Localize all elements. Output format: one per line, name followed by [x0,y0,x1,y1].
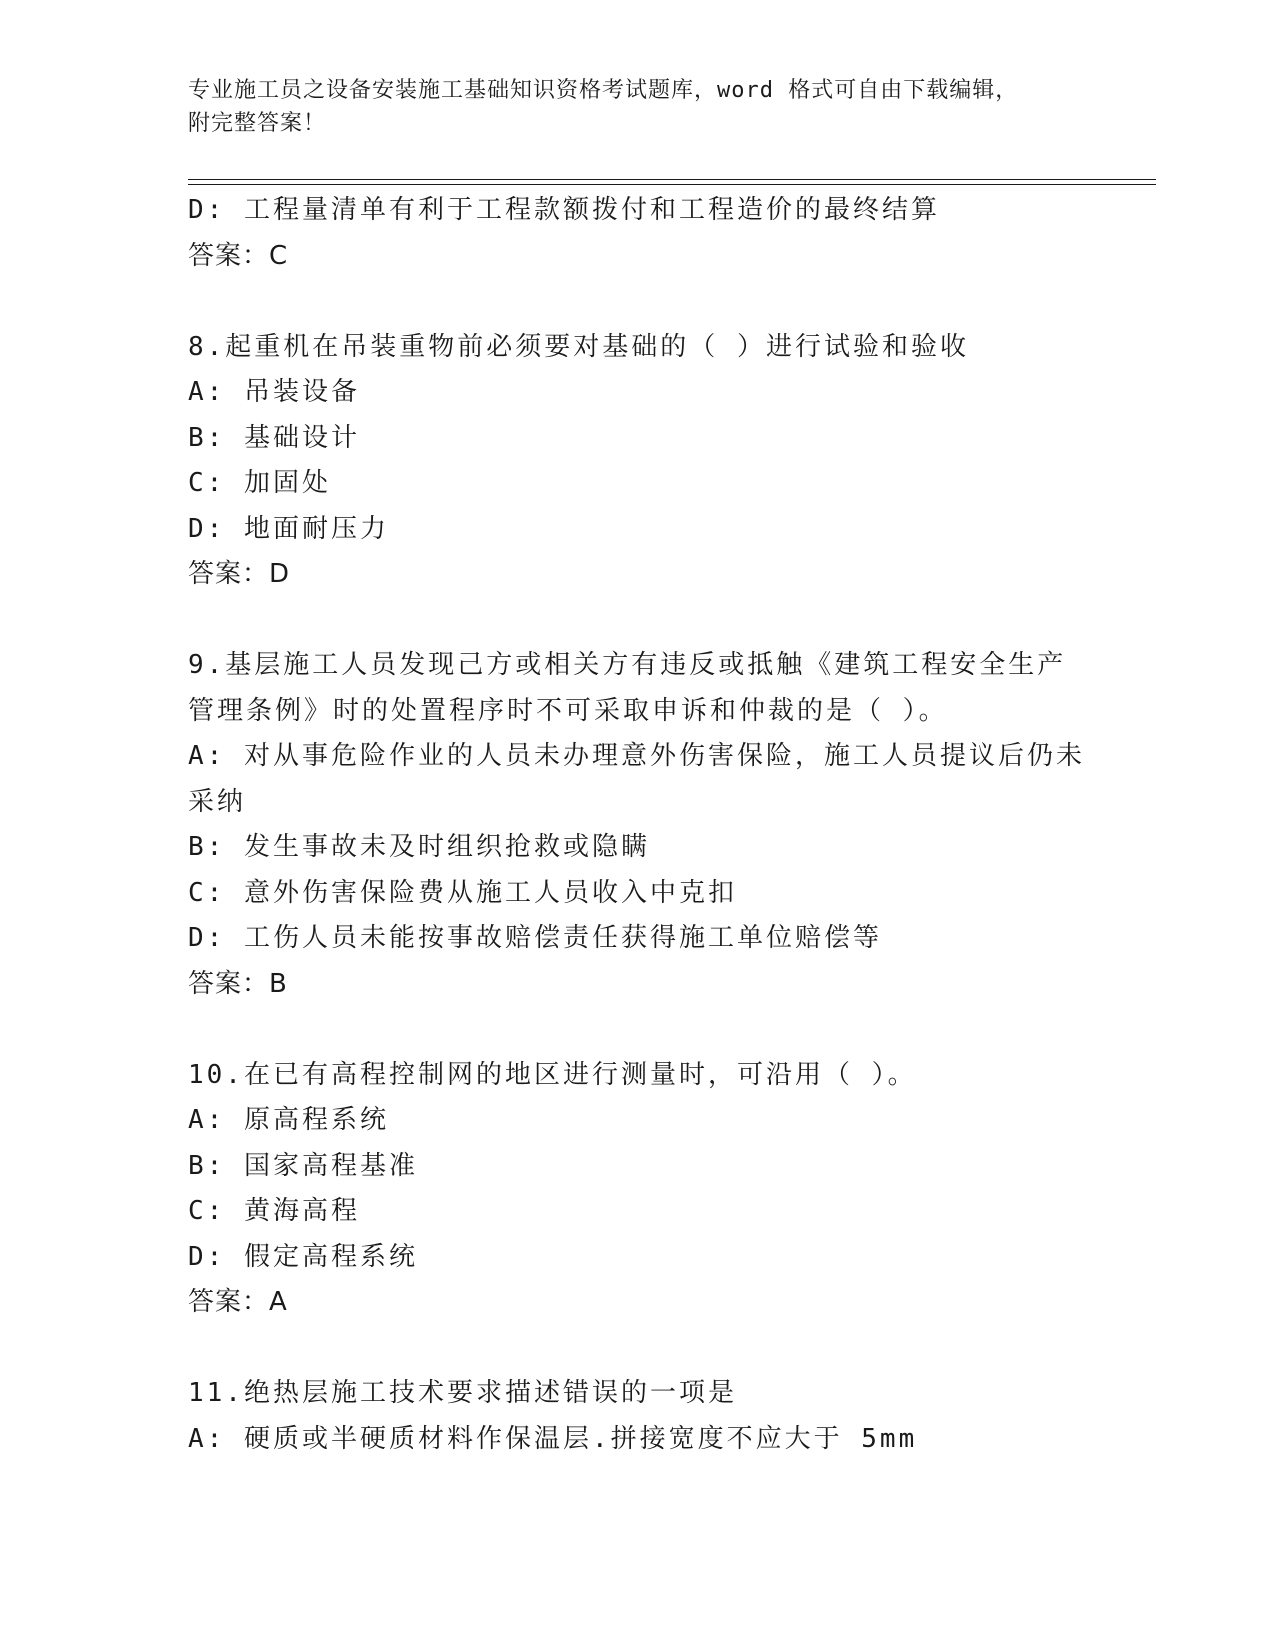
question-text: 11.绝热层施工技术要求描述错误的一项是 [188,1378,737,1408]
spacer [188,279,1088,325]
option-text: D: 工伤人员未能按事故赔偿责任获得施工单位赔偿等 [188,923,882,953]
option-text: 采纳 [188,786,247,817]
page-header [188,74,1068,140]
spacer [188,1007,1088,1053]
option-text: A: 对从事危险作业的人员未办理意外伤害保险，施工人员提议后仍未 [188,741,1085,771]
header-divider [188,184,1156,185]
header-line: 专业施工员之设备安装施工基础知识资格考试题库，word 格式可自由下载编辑， [188,78,1019,103]
option-text: D: 工程量清单有利于工程款额拨付和工程造价的最终结算 [188,195,940,225]
answer-text: 答案：B [188,968,288,999]
spacer [188,598,1088,644]
option-text: B: 基础设计 [188,422,360,453]
option-text: A: 吊装设备 [188,377,360,407]
question-block-11 [188,1371,1088,1462]
question-text: 8.起重机在吊装重物前必须要对基础的（ ）进行试验和验收 [188,331,969,362]
question-block-10 [188,1053,1088,1326]
answer-text: 答案：A [188,1287,288,1317]
option-text: B: 国家高程基准 [188,1150,418,1181]
option-text: C: 加固处 [188,468,331,498]
question-list [188,188,1088,1462]
question-block-previous [188,188,1088,279]
option-text: C: 意外伤害保险费从施工人员收入中克扣 [188,877,737,908]
answer-text: 答案：C [188,240,289,271]
option-text: D: 假定高程系统 [188,1241,418,1272]
question-text: 管理条例》时的处置程序时不可采取申诉和仲裁的是（ ）。 [188,695,948,726]
header-line: 附完整答案！ [188,111,327,136]
option-text: C: 黄海高程 [188,1196,360,1226]
header-divider [188,179,1156,180]
question-block-8 [188,325,1088,598]
option-text: A: 硬质或半硬质材料作保温层.拼接宽度不应大于 5mm [188,1423,918,1454]
question-text: 9.基层施工人员发现己方或相关方有违反或抵触《建筑工程安全生产 [188,650,1067,680]
answer-text: 答案：D [188,559,291,589]
option-text: A: 原高程系统 [188,1105,389,1135]
option-text: B: 发生事故未及时组织抢救或隐瞒 [188,832,650,862]
option-text: D: 地面耐压力 [188,513,389,544]
question-text: 10.在已有高程控制网的地区进行测量时，可沿用（ ）。 [188,1059,917,1090]
question-block-9 [188,643,1088,1007]
spacer [188,1326,1088,1372]
